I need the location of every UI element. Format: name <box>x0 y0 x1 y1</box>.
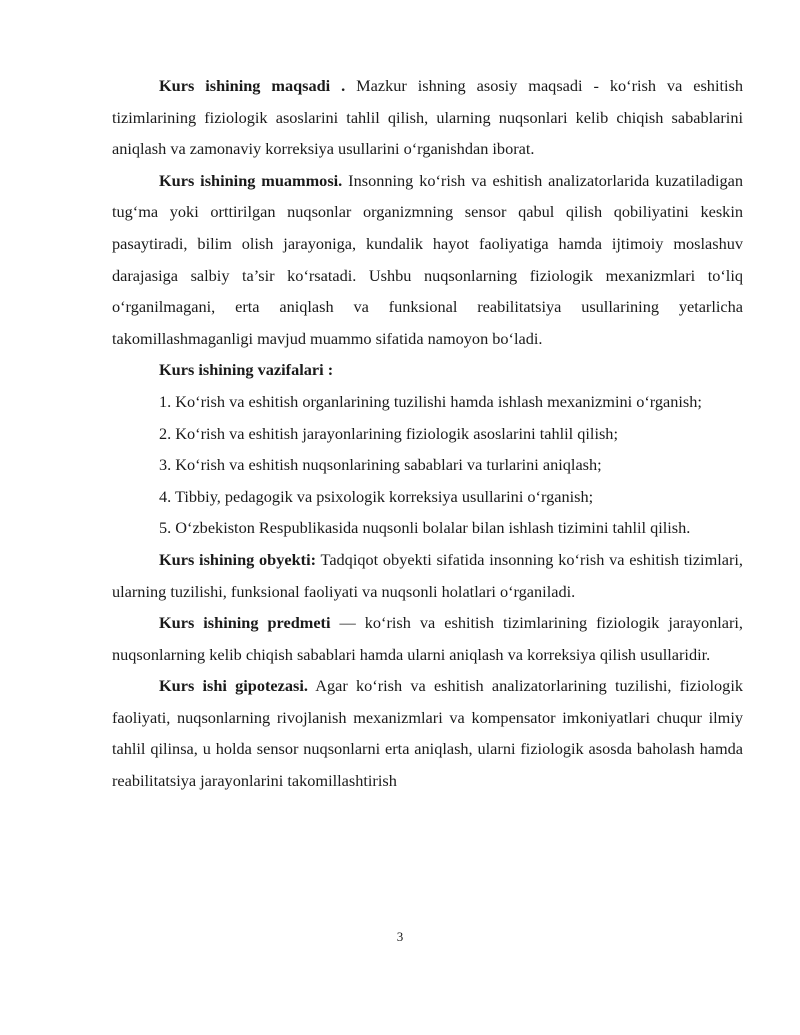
goal-text: Mazkur ishning asosiy maqsadi - ko‘rish va eshitish tizimlarining fiziologik asoslarini tahlil qilish, ularning nuqsonlari kelib chiqish sabablarini aniqlash va zamonaviy korreksiya usullarini o‘rganishdan iborat. <box>112 76 743 159</box>
object-paragraph <box>112 544 743 607</box>
object-heading: Kurs ishining obyekti: <box>159 549 317 569</box>
goal-heading: Kurs ishining maqsadi . <box>159 76 346 95</box>
hypothesis-text: Agar ko‘rish va eshitish analizatorlarining tuzilishi, fiziologik faoliyati, nuqsonlarning rivojlanish mexanizmlari va kompensator imkoniyatlari chuqur ilmiy tahlil qilinsa, u holda sensor nuqsonlarni erta aniqlash, ularni fiziologik asosda baholash hamda reabilitatsiya jarayonlarini takomillashtirish <box>112 676 743 791</box>
tasks-heading: Kurs ishining vazifalari : <box>159 360 334 380</box>
subject-heading: Kurs ishining predmeti <box>159 613 331 633</box>
document-page <box>112 70 743 797</box>
task-item: 5. O‘zbekiston Respublikasida nuqsonli bolalar bilan ishlash tizimini tahlil qilish. <box>159 518 691 538</box>
object-text: Tadqiqot obyekti sifatida insonning ko‘rish va eshitish tizimlari, ularning tuzilishi, funksional faoliyati va nuqsonli holatlari o‘rganiladi. <box>112 549 743 601</box>
task-item: 4. Tibbiy, pedagogik va psixologik korreksiya usullarini o‘rganish; <box>159 486 594 506</box>
task-item: 1. Ko‘rish va eshitish organlarining tuzilishi hamda ishlash mexanizmini o‘rganish; <box>159 391 702 411</box>
hypothesis-paragraph <box>112 670 743 796</box>
problem-heading: Kurs ishining muammosi. <box>159 170 343 190</box>
subject-paragraph <box>112 607 743 670</box>
task-item: 3. Ko‘rish va eshitish nuqsonlarining sabablari va turlarini aniqlash; <box>159 455 602 475</box>
problem-paragraph <box>112 165 743 355</box>
hypothesis-heading: Kurs ishi gipotezasi. <box>159 676 308 696</box>
tasks-heading-paragraph <box>112 354 743 386</box>
page-number: 3 <box>396 929 404 944</box>
problem-text: Insonning ko‘rish va eshitish analizatorlarida kuzatiladigan tug‘ma yoki orttirilgan nuqsonlar organizmning sensor qabul qilish qobiliyatini keskin pasaytiradi, bilim olish jarayoniga, kundalik hayot faoliyatiga hamda ijtimoiy moslashuv darajasiga salbiy ta’sir ko‘rsatadi. Ushbu nuqsonlarning fiziologik mexanizmlari to‘liq o‘rganilmagani, erta aniqlash va funksional reabilitatsiya usullarining yetarlicha takomillashmaganligi mavjud muammo sifatida namoyon bo‘ladi. <box>112 170 744 348</box>
subject-text: — ko‘rish va eshitish tizimlarining fiziologik jarayonlari, nuqsonlarning kelib chiqish sabablari hamda ularni aniqlash va korreksiya qilish usullaridir. <box>112 613 743 664</box>
goal-paragraph <box>112 70 743 165</box>
task-item: 2. Ko‘rish va eshitish jarayonlarining fiziologik asoslarini tahlil qilish; <box>159 423 618 443</box>
